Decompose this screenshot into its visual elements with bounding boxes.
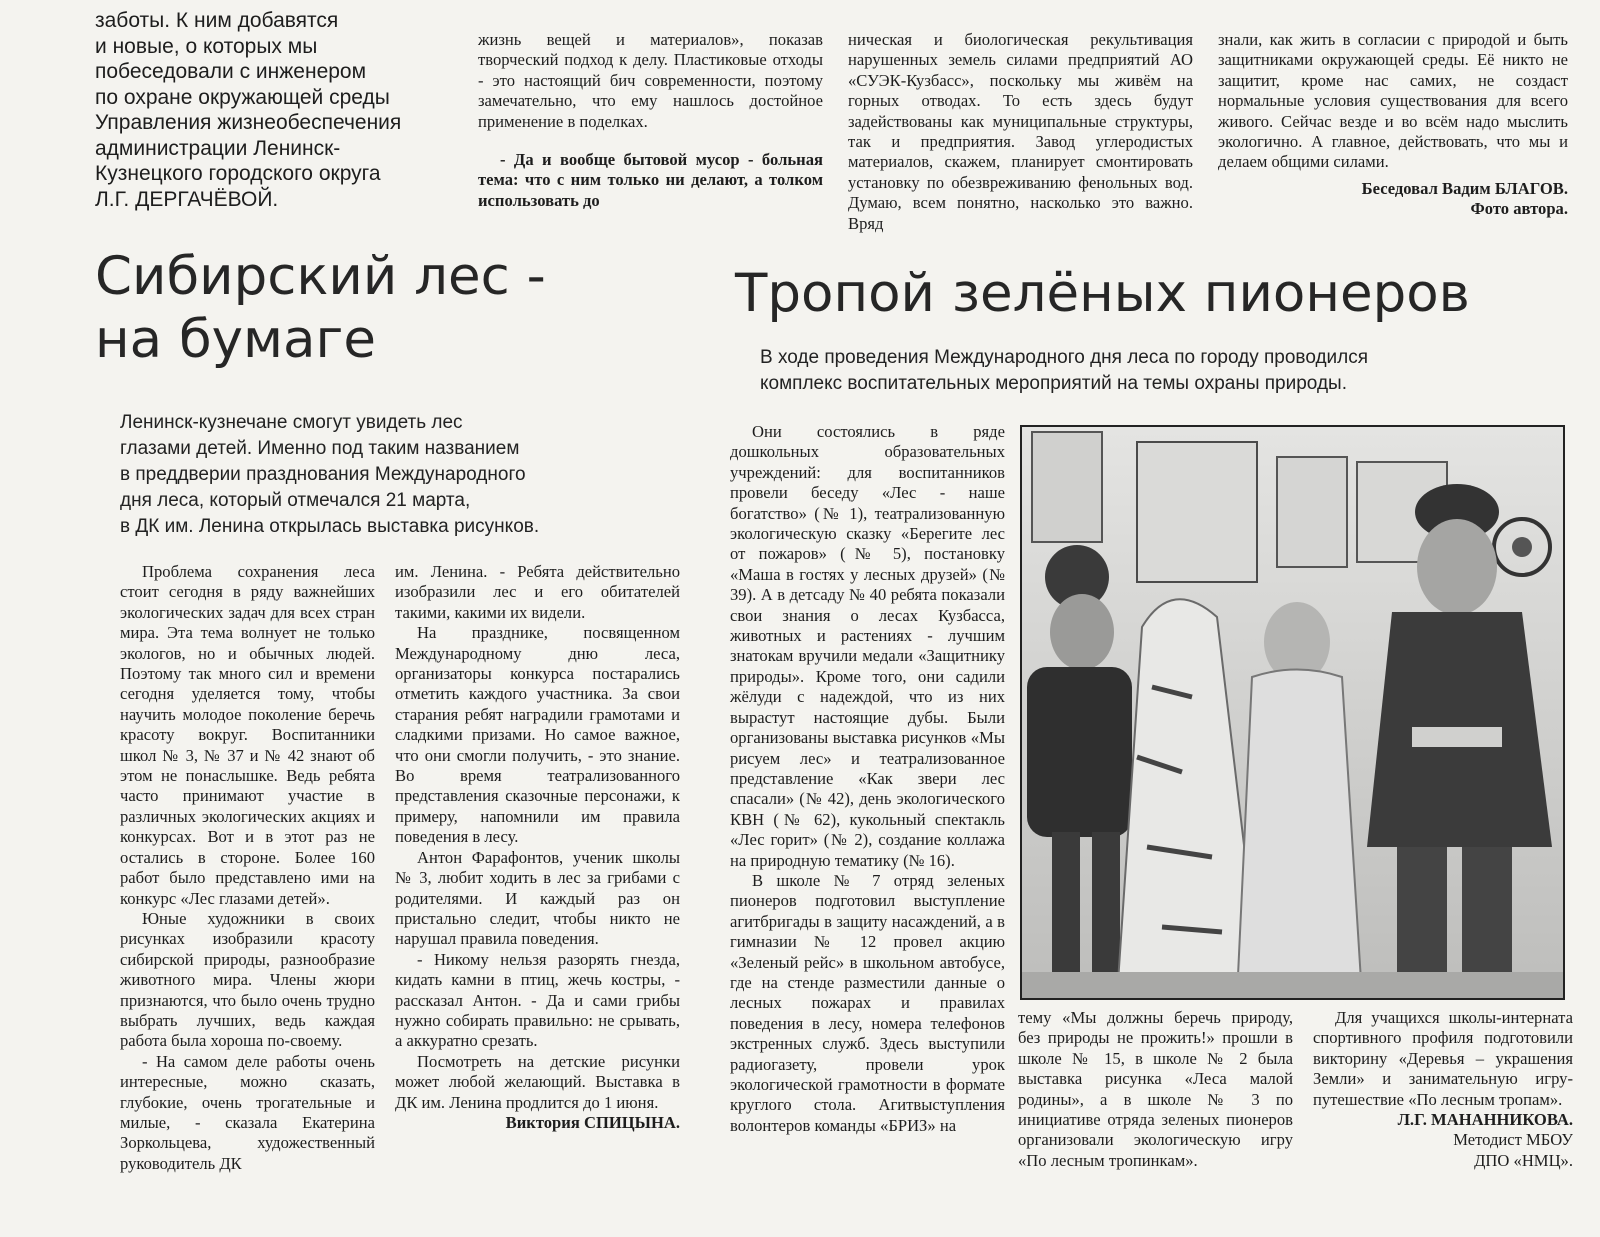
paragraph: тему «Мы должны беречь природу, без природы не прожить!» прошли в школе № 15, в школе № 2 была выставка рисунка «Леса малой родины», а в школе № 3 по инициативе отряда зеленых пионеров организовали экологическую игру «По лесным тропинкам».	[1018, 1008, 1293, 1170]
author-role: ДПО «НМЦ».	[1474, 1150, 1573, 1170]
paragraph: Для учащихся школы-интерната спортивного профиля подготовили викторину «Деревья – украшения Земли» и занимательную игру-путешествие «По лесным тропам».	[1313, 1008, 1573, 1109]
lead-line: глазами детей. Именно под таким названием	[120, 438, 520, 459]
paragraph: жизнь вещей и материалов», показав творческий подход к делу. Пластиковые отходы - это настоящий бич современности, поэтому замечательно, что ему нашлось достойное применение в поделках.	[478, 30, 823, 131]
paragraph: Они состоялись в ряде дошкольных образовательных учреждений: для воспитанников провели беседу «Лес - наше богатство» (№ 1), театрализованную экологическую сказку «Берегите лес от пожаров» (№ 5), постановку «Маша в гостях у лесных друзей» (№ 39). А в детсаду № 40 ребята показали свои знания о лесах Кузбасса, животных и растениях - лучшим знатокам вручили медали «Защитнику природы». Кроме того, они садили жёлуди с надеждой, что из них вырастут настоящие дубы. Были организованы выставка рисунков «Мы рисуем лес» и театрализованное представление «Как звери лес спасали» (№ 42), день экологического КВН (№ 62), кукольный спектакль «Лес горит» (№ 2), создание коллажа на природную тематику (№ 16).	[730, 422, 1005, 870]
paragraph: На празднике, посвященном Международному дню леса, организаторы конкурса постарались отметить каждого участника. За свои старания ребят наградили грамотами и сладкими призами. Но самое важное, что они смогли получить, - это знание. Во время театрализованного представления сказочные персонажи, к примеру, напомнили им правила поведения в лесу.	[395, 623, 680, 847]
top-intro-line: администрации Ленинск-	[95, 136, 341, 160]
wall-drawing	[1137, 442, 1257, 582]
right-article-column-3	[1313, 1008, 1573, 1171]
top-intro-line: Управления жизнеобеспечения	[95, 111, 402, 134]
child-costume	[1237, 670, 1362, 998]
paragraph: Антон Фарафонтов, ученик школы № 3, любит ходить в лес за грибами с родителями. И каждый раз он пристально следит, чтобы никто не нарушал правила поведения.	[395, 847, 680, 949]
photo-credit: Фото автора.	[1470, 199, 1568, 219]
top-column-4	[1218, 30, 1568, 220]
author-signature: Виктория СПИЦЫНА.	[505, 1112, 680, 1132]
lead-siberian-forest	[120, 410, 680, 540]
top-intro-line: по охране окружающей среды	[95, 85, 390, 109]
top-column-2	[478, 30, 823, 211]
paragraph: ническая и биологическая рекультивация нарушенных земель силами предприятий АО «СУЭК-Кузбасс», поскольку мы живём на горных отводах. То есть здесь будут задействованы как муниципальные структуры, так и предприятия. Завод углеродистых материалов, скажем, планирует смонтировать установку по обезвреживанию фенольных вод. Думаю, всем понятно, насколько это важно. Вряд	[848, 30, 1193, 233]
wall-drawing	[1277, 457, 1347, 567]
top-intro-line: Кузнецкого городского округа	[95, 162, 381, 185]
photo-children-costumes	[1020, 425, 1565, 1000]
child-costume	[1027, 667, 1132, 837]
paragraph: - На самом деле работы очень интересные, можно сказать, глубокие, очень трогательные и милые, - сказала Екатерина Зоркольцева, художественный руководитель ДК	[120, 1051, 375, 1173]
top-intro-line: побеседовали с инженером	[95, 60, 367, 83]
paragraph: - Никому нельзя разорять гнезда, кидать камни в птиц, жечь костры, - рассказал Антон. - Да и сами грибы нужно собирать правильно: не срывать, а аккуратно срезать.	[395, 949, 680, 1051]
lead-line: Ленинск-кузнечане смогут увидеть лес	[120, 412, 463, 433]
lead-line: В ходе проведения Международного дня леса по городу проводился	[760, 347, 1369, 368]
top-intro-line: Л.Г. ДЕРГАЧЁВОЙ.	[95, 187, 279, 211]
photo-illustration	[1022, 427, 1563, 998]
headline-line: Сибирский лес -	[95, 246, 546, 307]
lead-line: комплекс воспитательных мероприятий на темы охраны природы.	[760, 373, 1347, 394]
top-column-3	[848, 30, 1193, 234]
top-intro-line: и новые, о которых мы	[95, 34, 318, 58]
paragraph: В школе № 7 отряд зеленых пионеров подготовил выступление агитбригады в защиту насаждений, а в гимназии № 12 провел акцию «Зеленый рейс» в школьном автобусе, где на стенде разместили данные о лесных пожарах и правилах поведения в лесу, номера телефонов экстренных служб. Здесь выступили радиогазету, провели урок экологической грамотности в формате круглого стола. Агитвыступления волонтеров команды «БРИЗ» на	[730, 870, 1005, 1135]
lead-line: в ДК им. Ленина открылась выставка рисунков.	[120, 516, 540, 537]
top-intro-column	[95, 8, 455, 212]
top-intro-line: заботы. К ним добавятся	[95, 9, 339, 32]
paragraph: Проблема сохранения леса стоит сегодня в ряду важнейших экологических задач для всех стран мира. Эта тема волнует не только экологов, но и обычных людей. Поэтому так много сил и времени сегодня уделяется тому, чтобы научить молодое поколение беречь красоту вокруг. Воспитанники школ № 3, № 37 и № 42 знают об этом не понаслышке. Ведь ребята часто принимают участие в различных экологических акциях и конкурсах. Вот и в этот раз не остались в стороне. Более 160 работ было представлено ими на конкурс «Лес глазами детей».	[120, 562, 375, 908]
lead-line: в преддверии празднования Международного	[120, 464, 526, 485]
wall-drawing	[1032, 432, 1102, 542]
right-article-column-1	[730, 422, 1005, 1136]
author-signature: Беседовал Вадим БЛАГОВ.	[1361, 178, 1568, 198]
headline-line: на бумаге	[95, 309, 376, 370]
paragraph: Посмотреть на детские рисунки может любой желающий. Выставка в ДК им. Ленина продлится до 1 июня.	[395, 1051, 680, 1112]
paragraph: знали, как жить в согласии с природой и быть защитниками окружающей среды. Её никто не защитит, кроме нас самих, не создаст нормальные условия существования для всего живого. Сейчас везде и во всём надо мыслить экологично. А главное, действовать, что мы и делаем общими силами.	[1218, 30, 1568, 172]
headline-siberian-forest	[95, 245, 655, 371]
left-article-column-2	[395, 562, 680, 1133]
lead-line: дня леса, который отмечался 21 марта,	[120, 490, 471, 511]
left-article-column-1	[120, 562, 375, 1174]
paragraph: им. Ленина. - Ребята действительно изобразили лес и его обитателей такими, какими их видели.	[395, 562, 680, 622]
right-article-column-2	[1018, 1008, 1293, 1171]
paragraph: Юные художники в своих рисунках изобразили красоту сибирской природы, разнообразие животного мира. Члены жюри признаются, что было очень трудно выбрать лучших, ведь каждая работа была хороша по-своему.	[120, 908, 375, 1051]
lead-green-pioneers	[760, 345, 1560, 397]
author-signature: Л.Г. МАНАННИКОВА.	[1397, 1110, 1573, 1130]
headline-green-pioneers: Тропой зелёных пионеров	[735, 263, 1470, 324]
question-paragraph: - Да и вообще бытовой мусор - больная тема: что с ним только ни делают, а толком использовать до	[478, 150, 823, 210]
author-role: Методист МБОУ	[1453, 1130, 1573, 1150]
